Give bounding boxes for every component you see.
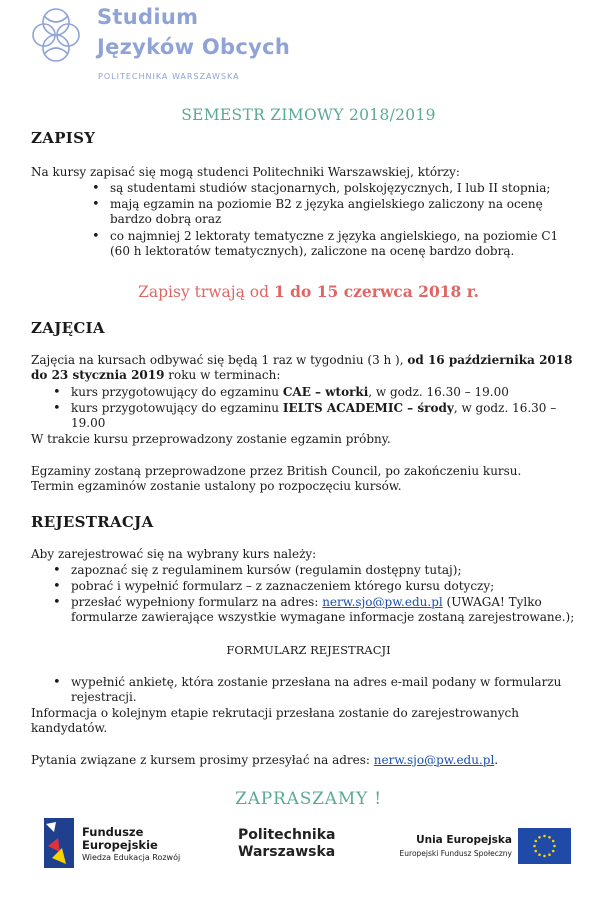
rejestracja-intro: Aby zarejestrować się na wybrany kurs należy: <box>31 547 317 561</box>
brand-subtitle: POLITECHNIKA WARSZAWSKA <box>98 72 240 81</box>
registration-period: Zapisy trwają od 1 do 15 czerwca 2018 r. <box>138 282 479 301</box>
fundusze-europejskie-tagline: Wiedza Edukacja Rozwój <box>82 853 181 862</box>
eu-flag-icon <box>518 828 571 864</box>
zapisy-requirements-list <box>110 181 580 259</box>
section-heading-zapisy: ZAPISY <box>31 129 96 147</box>
list-item: • wypełnić ankietę, która zostanie przesłana na adres e-mail podany w formularzu rejestracji. <box>71 675 576 705</box>
rejestracja-questions: Pytania związane z kursem prosimy przesyłać na adres: nerw.sjo@pw.edu.pl. <box>31 753 499 767</box>
zajecia-mock-exam: W trakcie kursu przeprowadzony zostanie egzamin próbny. <box>31 432 391 446</box>
list-item: • mają egzamin na poziomie B2 z języka angielskiego zaliczony na ocenę bardzo dobrą oraz <box>110 197 580 227</box>
zajecia-exams-info: Egzaminy zostaną przeprowadzone przez British Council, po zakończeniu kursu. Termin egzaminów zostanie ustalony po rozpoczęciu kursów. <box>31 464 522 493</box>
list-item: • kurs przygotowujący do egzaminu IELTS ACADEMIC – środy, w godz. 16.30 – 19.00 <box>71 401 581 431</box>
section-heading-rejestracja: REJESTRACJA <box>31 513 154 531</box>
closing-invitation: ZAPRASZAMY ! <box>235 789 382 809</box>
list-item: • pobrać i wypełnić formularz – z zaznaczeniem którego kursu dotyczy; <box>71 579 576 594</box>
zajecia-schedule-list <box>71 385 581 431</box>
email-link[interactable]: nerw.sjo@pw.edu.pl <box>373 753 495 767</box>
unia-europejska-subtitle: Europejski Fundusz Społeczny <box>399 849 512 858</box>
list-item: • co najmniej 2 lektoraty tematyczne z języka angielskiego, na poziomie C1 (60 h lektoratów tematycznych), zaliczone na ocenę bardzo dobrą. <box>110 229 580 259</box>
brand-name-line2: Języków Obcych <box>97 35 291 59</box>
fundusze-europejskie-text: Fundusze Europejskie <box>82 825 158 852</box>
unia-europejska-title: Unia Europejska <box>416 834 512 846</box>
zapisy-intro: Na kursy zapisać się mogą studenci Politechniki Warszawskiej, którzy: <box>31 165 460 179</box>
rejestracja-steps-list <box>71 563 576 625</box>
list-item: • przesłać wypełniony formularz na adres: nerw.sjo@pw.edu.pl (UWAGA! Tylko formularze zawierające wszystkie wymagane informacje zostaną zarejestrowane.); <box>71 595 576 625</box>
brand-name-line1: Studium <box>97 5 199 29</box>
list-item: • kurs przygotowujący do egzaminu CAE – wtorki, w godz. 16.30 – 19.00 <box>71 385 581 400</box>
politechnika-warszawska-logo: Politechnika Warszawska <box>238 827 336 860</box>
list-item: • są studentami studiów stacjonarnych, polskojęzycznych, I lub II stopnia; <box>110 181 580 196</box>
fundusze-europejskie-logo-icon <box>44 818 74 868</box>
list-item: • zapoznać się z regulaminem kursów (regulamin dostępny tutaj); <box>71 563 576 578</box>
registration-dates: 1 do 15 czerwca 2018 r. <box>273 282 479 301</box>
registration-form-link[interactable]: FORMULARZ REJESTRACJI <box>226 643 391 657</box>
sjo-logo-icon <box>30 6 82 64</box>
rejestracja-survey-list <box>71 675 576 705</box>
rejestracja-next-step-info: Informacja o kolejnym etapie rekrutacji przesłana zostanie do zarejestrowanych kandydatów. <box>31 706 519 735</box>
zajecia-intro: Zajęcia na kursach odbywać się będą 1 raz w tygodniu (3 h ), od 16 października 2018 do 23 stycznia 2019 roku w terminach: <box>31 353 573 382</box>
section-heading-zajecia: ZAJĘCIA <box>31 319 105 337</box>
email-link[interactable]: nerw.sjo@pw.edu.pl <box>322 595 443 609</box>
semester-title: SEMESTR ZIMOWY 2018/2019 <box>181 106 436 124</box>
